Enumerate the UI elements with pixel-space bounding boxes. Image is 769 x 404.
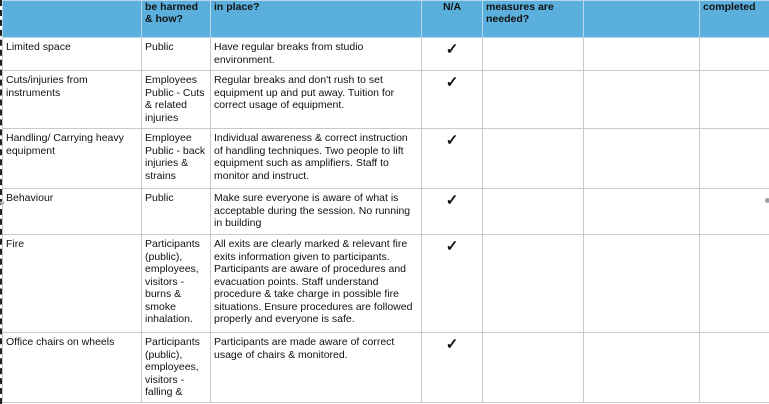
header-hazard <box>3 1 142 38</box>
header-na: N/A <box>422 1 483 38</box>
completed-cell[interactable] <box>700 38 769 71</box>
hazard-cell[interactable]: Cuts/injuries from instruments <box>3 71 142 129</box>
controls-cell[interactable]: Have regular breaks from studio environment. <box>211 38 422 71</box>
na-cell[interactable] <box>422 189 483 235</box>
risk-assessment-table <box>2 0 769 403</box>
hazard-cell[interactable]: Behaviour <box>3 189 142 235</box>
check-icon: ✓ <box>445 238 459 255</box>
header-further-measures: measures are needed? <box>483 1 584 38</box>
who-cell[interactable]: Participants (public), employees, visitors - falling & <box>142 333 211 403</box>
measures-cell[interactable] <box>483 333 584 403</box>
table-row <box>3 38 769 71</box>
check-icon: ✓ <box>445 336 459 353</box>
completed-cell[interactable] <box>700 129 769 189</box>
who-cell[interactable]: Employees Public - Cuts & related injuries <box>142 71 211 129</box>
header-who: be harmed & how? <box>142 1 211 38</box>
table-row <box>3 333 769 403</box>
table-row <box>3 235 769 333</box>
who-cell[interactable]: Public <box>142 189 211 235</box>
measures-cell[interactable] <box>483 189 584 235</box>
na-cell[interactable] <box>422 333 483 403</box>
na-cell[interactable] <box>422 71 483 129</box>
blank-cell[interactable] <box>584 71 700 129</box>
header-controls: in place? <box>211 1 422 38</box>
completed-cell[interactable] <box>700 333 769 403</box>
blank-cell[interactable] <box>584 38 700 71</box>
measures-cell[interactable] <box>483 235 584 333</box>
na-cell[interactable] <box>422 129 483 189</box>
blank-cell[interactable] <box>584 235 700 333</box>
blank-cell[interactable] <box>584 189 700 235</box>
check-icon: ✓ <box>445 74 459 91</box>
who-cell[interactable]: Participants (public), employees, visitors - burns & smoke inhalation. <box>142 235 211 333</box>
header-completed: completed <box>700 1 769 38</box>
completed-cell[interactable] <box>700 235 769 333</box>
header-row <box>3 1 769 38</box>
completed-cell[interactable] <box>700 71 769 129</box>
who-cell[interactable]: Employee Public - back injuries & strains <box>142 129 211 189</box>
who-cell[interactable]: Public <box>142 38 211 71</box>
blank-cell[interactable] <box>584 129 700 189</box>
check-icon: ✓ <box>445 41 459 58</box>
check-icon: ✓ <box>445 192 459 209</box>
hazard-cell[interactable]: Office chairs on wheels <box>3 333 142 403</box>
na-cell[interactable] <box>422 235 483 333</box>
controls-cell[interactable]: Individual awareness & correct instruction of handling techniques. Two people to lift equipment such as amplifiers. Staff to monitor and instruct. <box>211 129 422 189</box>
measures-cell[interactable] <box>483 38 584 71</box>
measures-cell[interactable] <box>483 129 584 189</box>
header-blank <box>584 1 700 38</box>
measures-cell[interactable] <box>483 71 584 129</box>
blank-cell[interactable] <box>584 333 700 403</box>
controls-cell[interactable]: Regular breaks and don't rush to set equipment up and put away. Tuition for correct usage of equipment. <box>211 71 422 129</box>
table-row <box>3 71 769 129</box>
completed-cell[interactable] <box>700 189 769 235</box>
controls-cell[interactable]: Participants are made aware of correct usage of chairs & monitored. <box>211 333 422 403</box>
controls-cell[interactable]: All exits are clearly marked & relevant fire exits information given to participants. Participants are aware of procedures and evacuation points. Staff understand procedure & take charge in possible fire situations. Ensure procedures are followed properly and everyone is safe. <box>211 235 422 333</box>
check-icon: ✓ <box>445 132 459 149</box>
controls-cell[interactable]: Make sure everyone is aware of what is acceptable during the session. No running in building <box>211 189 422 235</box>
table-row <box>3 129 769 189</box>
hazard-cell[interactable]: Limited space <box>3 38 142 71</box>
na-cell[interactable] <box>422 38 483 71</box>
table-row <box>3 189 769 235</box>
hazard-cell[interactable]: Handling/ Carrying heavy equipment <box>3 129 142 189</box>
hazard-cell[interactable]: Fire <box>3 235 142 333</box>
